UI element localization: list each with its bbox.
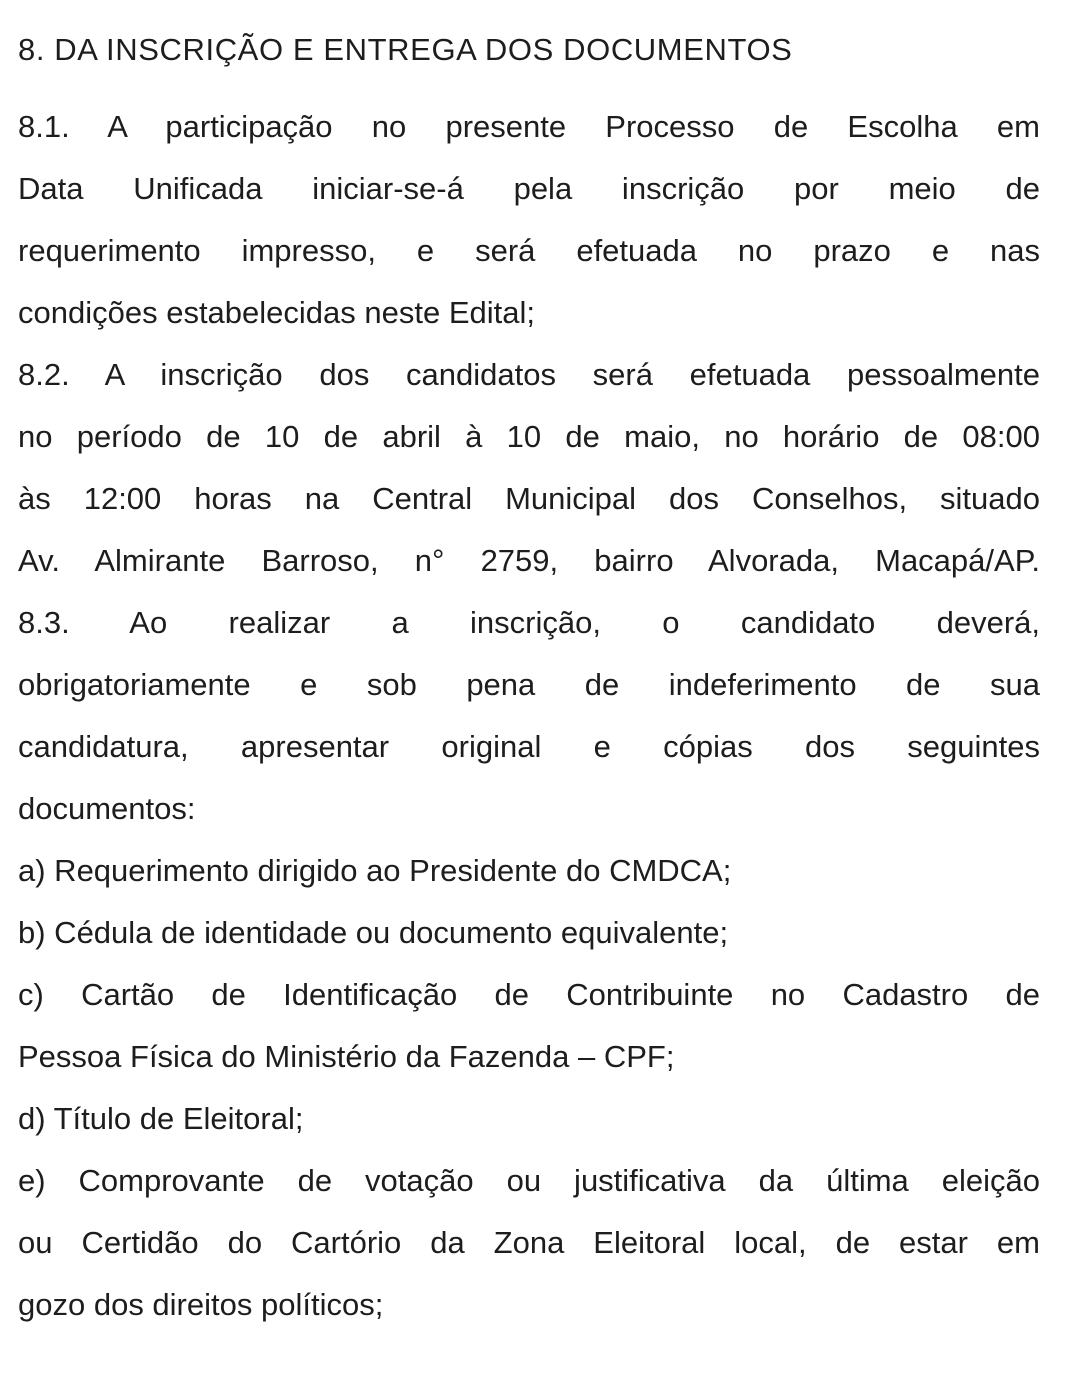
section-heading: 8. DA INSCRIÇÃO E ENTREGA DOS DOCUMENTOS xyxy=(18,32,793,67)
list-item-d: d) Título de Eleitoral; xyxy=(18,1101,304,1136)
paragraph-8-1-line-3: requerimento impresso, e será efetuada no prazo e nas xyxy=(18,233,1040,268)
paragraph-8-3-line-4: documentos: xyxy=(18,791,196,826)
paragraph-8-3-line-3: candidatura, apresentar original e cópias dos seguintes xyxy=(18,729,1040,764)
list-item-e-line-1: e) Comprovante de votação ou justificativa da última eleição xyxy=(18,1163,1040,1198)
paragraph-8-2-line-2: no período de 10 de abril à 10 de maio, no horário de 08:00 xyxy=(18,419,1040,454)
paragraph-8-3-line-2: obrigatoriamente e sob pena de indeferimento de sua xyxy=(18,667,1040,702)
section-body xyxy=(18,96,1040,1336)
paragraph-8-1-line-2: Data Unificada iniciar-se-á pela inscrição por meio de xyxy=(18,171,1040,206)
list-item-b: b) Cédula de identidade ou documento equivalente; xyxy=(18,915,729,950)
paragraph-8-2-line-3: às 12:00 horas na Central Municipal dos Conselhos, situado xyxy=(18,481,1040,516)
list-item-c-line-1: c) Cartão de Identificação de Contribuinte no Cadastro de xyxy=(18,977,1040,1012)
paragraph-8-1-line-1: 8.1. A participação no presente Processo de Escolha em xyxy=(18,109,1040,144)
paragraph-8-2-line-4: Av. Almirante Barroso, n° 2759, bairro Alvorada, Macapá/AP. xyxy=(18,543,1040,578)
list-item-c-line-2: Pessoa Física do Ministério da Fazenda – CPF; xyxy=(18,1039,675,1074)
paragraph-8-1-line-4: condições estabelecidas neste Edital; xyxy=(18,295,535,330)
paragraph-8-3-line-1: 8.3. Ao realizar a inscrição, o candidato deverá, xyxy=(18,605,1040,640)
list-item-e-line-2: ou Certidão do Cartório da Zona Eleitoral local, de estar em xyxy=(18,1225,1040,1260)
list-item-e-line-3: gozo dos direitos políticos; xyxy=(18,1287,384,1322)
list-item-a: a) Requerimento dirigido ao Presidente do CMDCA; xyxy=(18,853,732,888)
paragraph-8-2-line-1: 8.2. A inscrição dos candidatos será efetuada pessoalmente xyxy=(18,357,1040,392)
